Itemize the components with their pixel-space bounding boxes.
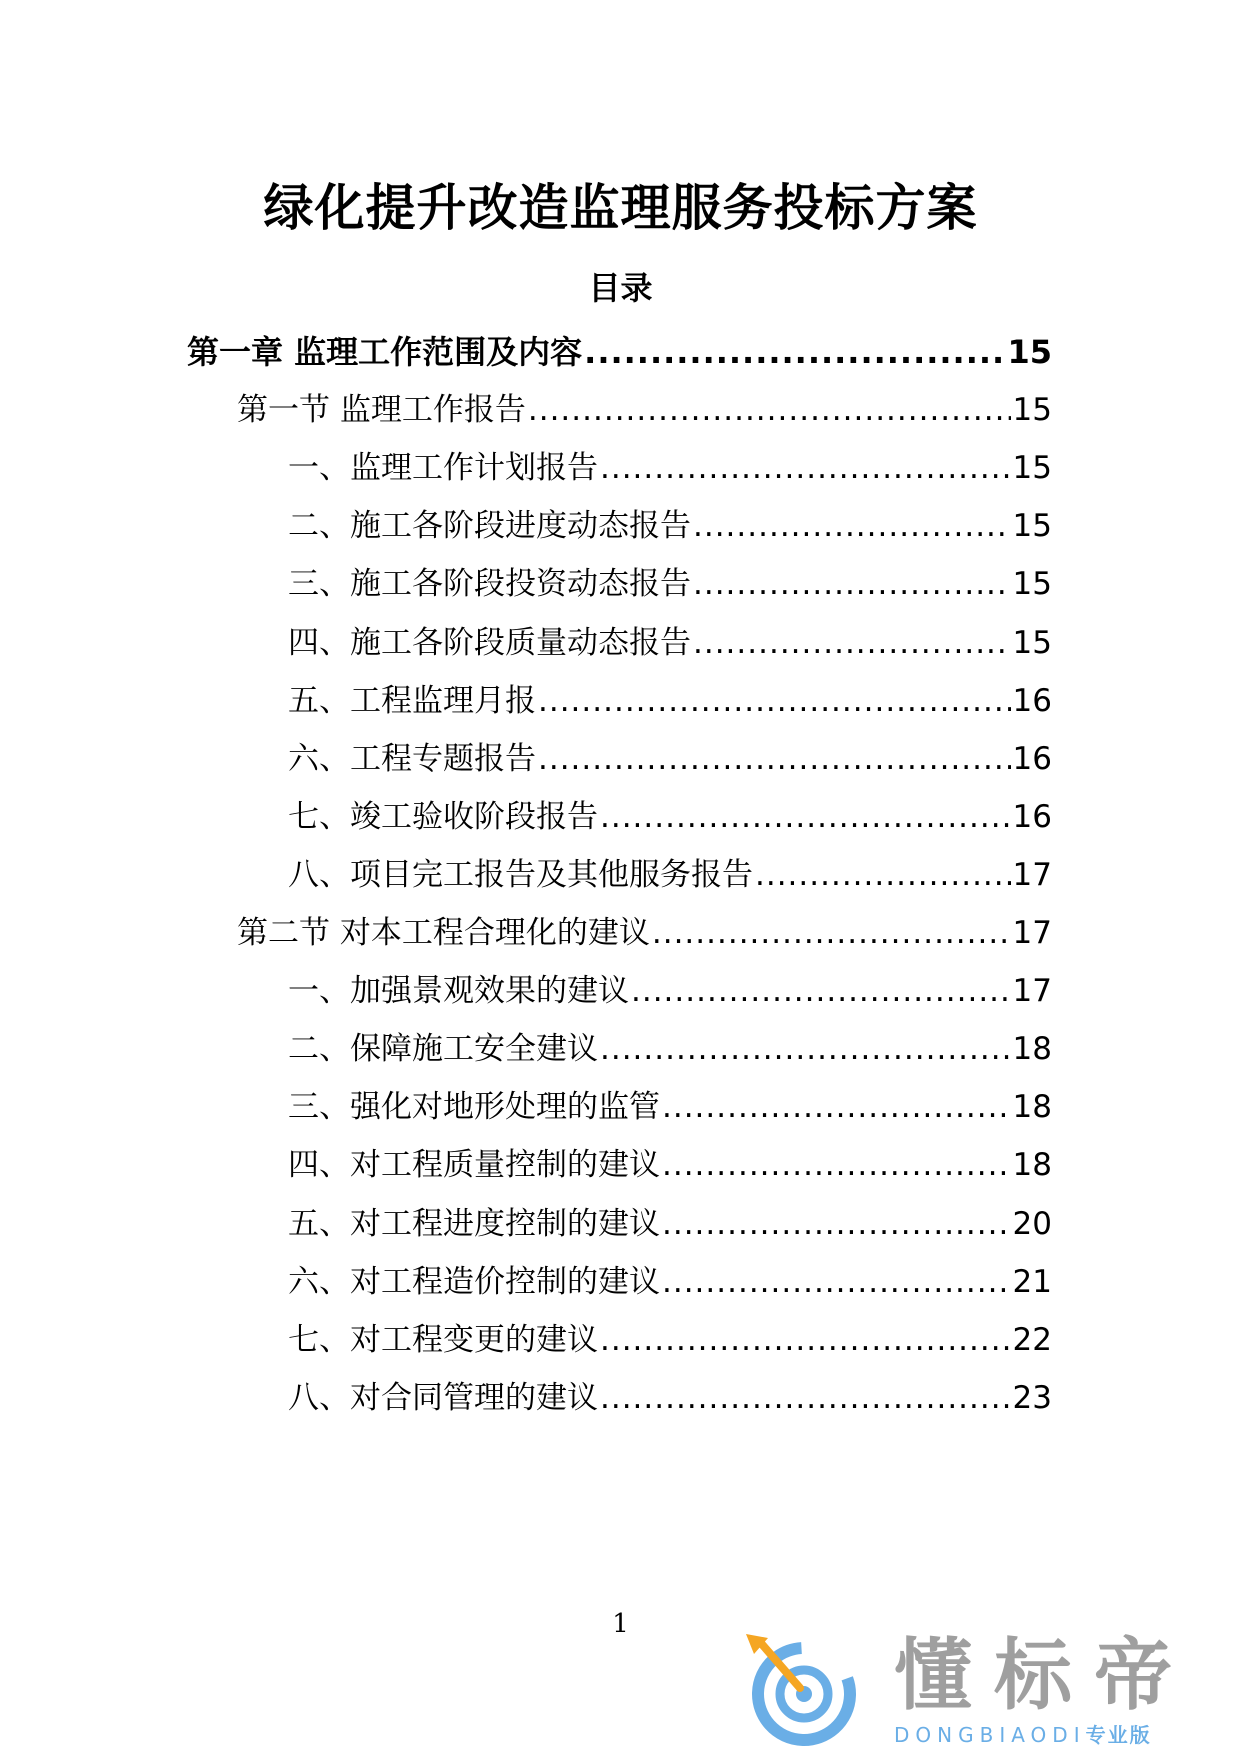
toc-entry[interactable] (288, 1143, 1052, 1187)
toc-leader-dots (584, 330, 1005, 374)
toc-entry-title: 一、监理工作计划报告 (288, 450, 598, 486)
toc-entry[interactable] (288, 795, 1052, 839)
toc-entry-page: 15 (1007, 333, 1052, 371)
toc-entry-page: 23 (1012, 1380, 1052, 1416)
toc-entry[interactable] (237, 911, 1052, 955)
toc-entry-title: 七、竣工验收阶段报告 (288, 799, 598, 835)
toc-entry[interactable] (288, 1260, 1052, 1304)
toc-leader-dots (693, 562, 1011, 606)
toc-entry-title: 二、保障施工安全建议 (288, 1031, 598, 1067)
toc-entry-title: 六、工程专题报告 (288, 741, 536, 777)
toc-leader-dots (528, 388, 1011, 432)
target-arrow-icon (742, 1628, 862, 1748)
document-title: 绿化提升改造监理服务投标方案 (263, 179, 978, 237)
toc-leader-dots (600, 1027, 1011, 1071)
toc-leader-dots (693, 621, 1011, 665)
toc-entry-page: 22 (1012, 1322, 1052, 1358)
toc-entry-title: 三、施工各阶段投资动态报告 (288, 566, 691, 602)
toc-entry[interactable] (187, 330, 1052, 374)
toc-entry[interactable] (288, 562, 1052, 606)
toc-entry-page: 18 (1012, 1031, 1052, 1067)
toc-entry-page: 15 (1012, 566, 1052, 602)
toc-entry-title: 五、工程监理月报 (288, 683, 536, 719)
toc-entry-page: 20 (1012, 1206, 1052, 1242)
toc-entry-page: 16 (1012, 741, 1052, 777)
toc-leader-dots (631, 969, 1011, 1013)
toc-entry-page: 17 (1012, 973, 1052, 1009)
toc-leader-dots (693, 504, 1011, 548)
toc-entry[interactable] (288, 969, 1052, 1013)
toc-entry-page: 18 (1012, 1147, 1052, 1183)
toc-entry[interactable] (288, 1376, 1052, 1420)
toc-entry-title: 六、对工程造价控制的建议 (288, 1264, 660, 1300)
toc-entry-title: 七、对工程变更的建议 (288, 1322, 598, 1358)
toc-leader-dots (662, 1085, 1011, 1129)
toc-entry-page: 15 (1012, 392, 1052, 428)
toc-entry-title: 四、施工各阶段质量动态报告 (288, 625, 691, 661)
toc-leader-dots (755, 853, 1011, 897)
toc-leader-dots (600, 795, 1011, 839)
toc-entry[interactable] (288, 446, 1052, 490)
toc-entry-title: 四、对工程质量控制的建议 (288, 1147, 660, 1183)
toc-entry[interactable] (288, 1318, 1052, 1362)
toc-entry[interactable] (288, 679, 1052, 723)
toc-leader-dots (538, 679, 1011, 723)
toc-entry-page: 16 (1012, 799, 1052, 835)
toc-entry-title: 第二节 对本工程合理化的建议 (237, 915, 650, 951)
toc-leader-dots (600, 1376, 1011, 1420)
toc-entry-title: 第一节 监理工作报告 (237, 392, 526, 428)
toc-entry-title: 五、对工程进度控制的建议 (288, 1206, 660, 1242)
toc-entry-page: 15 (1012, 625, 1052, 661)
toc-leader-dots (600, 1318, 1011, 1362)
toc-entry[interactable] (288, 1085, 1052, 1129)
toc-entry-title: 八、项目完工报告及其他服务报告 (288, 857, 753, 893)
toc-leader-dots (662, 1260, 1011, 1304)
watermark (742, 1628, 1212, 1748)
watermark-subtitle (894, 1724, 1152, 1746)
toc-entry-title: 三、强化对地形处理的监管 (288, 1089, 660, 1125)
toc-entry[interactable] (237, 388, 1052, 432)
toc-entry-title: 二、施工各阶段进度动态报告 (288, 508, 691, 544)
toc-leader-dots (652, 911, 1011, 955)
watermark-edition: 专业版 (1085, 1723, 1152, 1747)
toc-entry-page: 18 (1012, 1089, 1052, 1125)
toc-entry[interactable] (288, 621, 1052, 665)
toc-entry[interactable] (288, 737, 1052, 781)
toc-entry-page: 17 (1012, 857, 1052, 893)
toc-entry-title: 一、加强景观效果的建议 (288, 973, 629, 1009)
watermark-pinyin: DONGBIAODI (894, 1723, 1086, 1747)
toc-entry-page: 15 (1012, 450, 1052, 486)
toc-entry-page: 15 (1012, 508, 1052, 544)
toc-leader-dots (662, 1202, 1011, 1246)
toc-entry[interactable] (288, 1027, 1052, 1071)
toc-entry-title: 八、对合同管理的建议 (288, 1380, 598, 1416)
toc-entry[interactable] (288, 1202, 1052, 1246)
toc-heading: 目录 (588, 269, 653, 307)
toc-entry-title: 第一章 监理工作范围及内容 (187, 333, 583, 371)
toc-entry-page: 17 (1012, 915, 1052, 951)
toc-leader-dots (662, 1143, 1011, 1187)
toc-leader-dots (538, 737, 1011, 781)
toc-entry[interactable] (288, 853, 1052, 897)
watermark-brand: 懂标帝 (894, 1631, 1195, 1721)
toc-leader-dots (600, 446, 1011, 490)
toc-entry[interactable] (288, 504, 1052, 548)
page-number: 1 (612, 1609, 629, 1639)
toc-entry-page: 16 (1012, 683, 1052, 719)
toc-entry-page: 21 (1012, 1264, 1052, 1300)
